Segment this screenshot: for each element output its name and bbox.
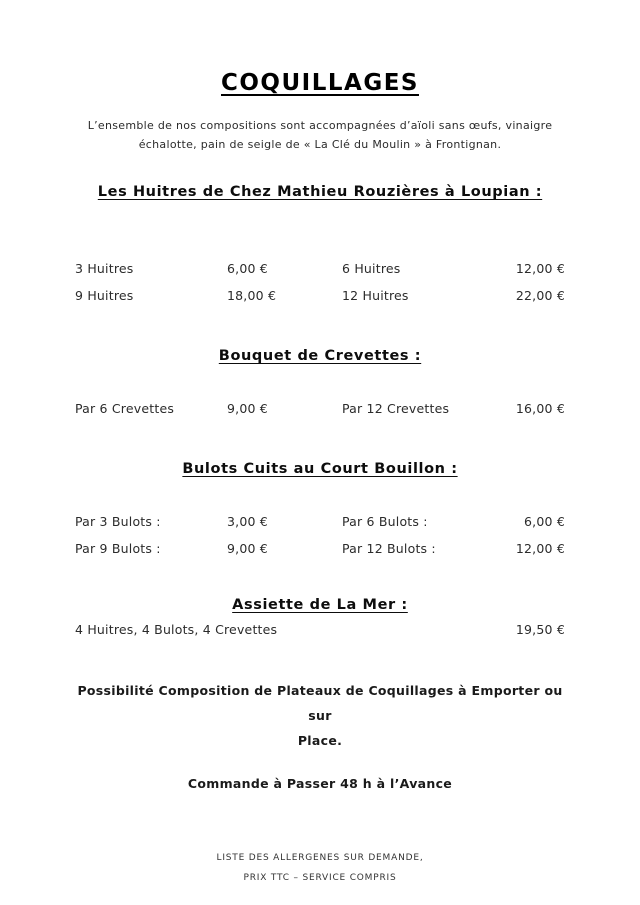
footer-allergens: LISTE DES ALLERGENES SUR DEMANDE, xyxy=(216,853,424,863)
intro-line-1: L’ensemble de nos compositions sont accompagnées d’aïoli sans œufs, vinaigre xyxy=(87,119,553,132)
item-price: 6,00 € xyxy=(524,514,565,529)
footer-price-info: PRIX TTC – SERVICE COMPRIS xyxy=(243,873,397,883)
item-label: 3 Huitres xyxy=(75,261,134,276)
item-price: 6,00 € xyxy=(227,261,268,276)
item-label: 6 Huitres xyxy=(342,261,401,276)
takeaway-note-line-2: Place. xyxy=(297,733,343,748)
section-huitres-rows xyxy=(75,260,565,304)
section-bulots-rows xyxy=(75,513,565,557)
notes-block xyxy=(75,678,565,796)
intro-paragraph xyxy=(75,116,565,154)
item-label: Par 6 Bulots : xyxy=(342,514,428,529)
item-label: Par 3 Bulots : xyxy=(75,514,161,529)
section-heading-crevettes: Bouquet de Crevettes : xyxy=(218,348,422,364)
item-label: Par 9 Bulots : xyxy=(75,541,161,556)
item-label: 12 Huitres xyxy=(342,288,409,303)
item-label: Par 12 Bulots : xyxy=(342,541,436,556)
item-price: 3,00 € xyxy=(227,514,268,529)
item-price: 9,00 € xyxy=(227,541,268,556)
item-label: 9 Huitres xyxy=(75,288,134,303)
section-heading-huitres: Les Huitres de Chez Mathieu Rouzières à Loupian : xyxy=(97,184,543,200)
takeaway-note-line-1: Possibilité Composition de Plateaux de Coquillages à Emporter ou sur xyxy=(77,683,563,723)
item-price: 9,00 € xyxy=(227,401,268,416)
section-crevettes-rows xyxy=(75,400,565,417)
item-price: 18,00 € xyxy=(227,288,277,303)
item-price: 12,00 € xyxy=(515,261,565,276)
item-label: Par 6 Crevettes xyxy=(75,401,175,416)
item-price: 12,00 € xyxy=(515,541,565,556)
order-notice: Commande à Passer 48 h à l’Avance xyxy=(187,776,453,791)
item-label: 4 Huitres, 4 Bulots, 4 Crevettes xyxy=(75,622,278,637)
section-assiette-rows xyxy=(75,621,565,638)
footer-block xyxy=(75,848,565,888)
section-heading-assiette: Assiette de La Mer : xyxy=(232,597,408,613)
item-price: 19,50 € xyxy=(515,622,565,637)
page-title: COQUILLAGES xyxy=(221,70,419,96)
item-label: Par 12 Crevettes xyxy=(342,401,450,416)
section-heading-bulots: Bulots Cuits au Court Bouillon : xyxy=(182,461,458,477)
item-price: 16,00 € xyxy=(515,401,565,416)
item-price: 22,00 € xyxy=(515,288,565,303)
intro-line-2: échalotte, pain de seigle de « La Clé du Moulin » à Frontignan. xyxy=(138,138,502,151)
